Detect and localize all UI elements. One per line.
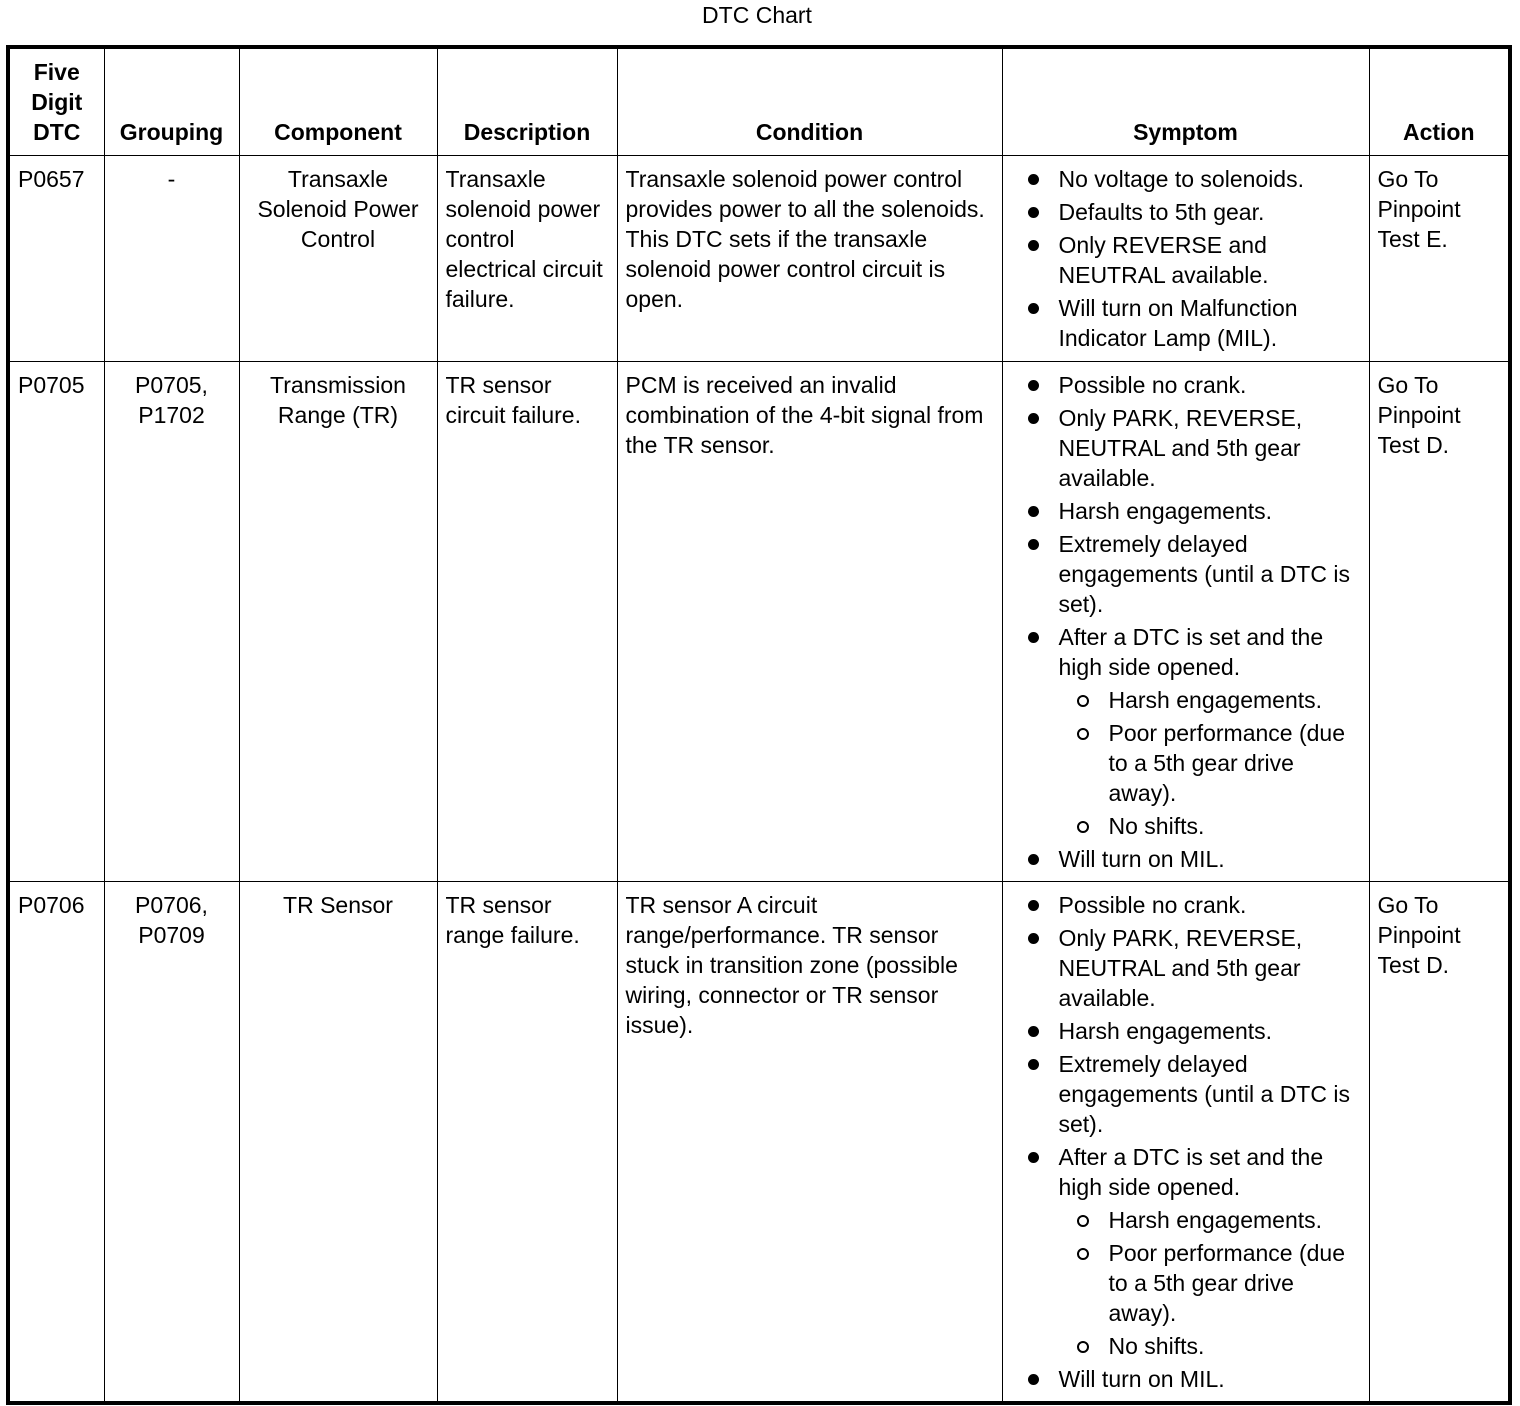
header-description: Description [437,47,617,156]
bullet-icon [1028,933,1039,944]
cell-symptom [1002,156,1369,362]
symptom-text: Possible no crank. [1058,892,1247,918]
table-row [8,156,1510,362]
symptom-subitem [1059,1238,1361,1328]
symptom-item [1009,403,1361,493]
symptom-list [1009,890,1361,1394]
symptom-text: After a DTC is set and the high side opened. [1058,624,1324,680]
symptom-subtext: Poor performance (due to a 5th gear drive away). [1108,1240,1346,1326]
symptom-subitem [1059,718,1361,808]
symptom-text: No voltage to solenoids. [1058,166,1304,192]
symptom-subitem [1059,685,1361,715]
bullet-icon [1028,1026,1039,1037]
cell-action: Go To Pinpoint Test D. [1369,882,1510,1404]
cell-condition: TR sensor A circuit range/performance. TR sensor stuck in transition zone (possible wiring, connector or TR sensor issue). [617,882,1002,1404]
bullet-icon [1028,413,1039,424]
bullet-icon [1028,174,1039,185]
symptom-item [1009,1364,1361,1394]
bullet-icon [1028,539,1039,550]
symptom-subitem [1059,1205,1361,1235]
symptom-text: After a DTC is set and the high side opened. [1058,1144,1324,1200]
bullet-icon [1028,240,1039,251]
symptom-text: Will turn on MIL. [1058,1366,1225,1392]
symptom-subitem [1059,1331,1361,1361]
hollow-bullet-icon [1077,728,1089,740]
cell-grouping: - [104,156,239,362]
header-row [8,47,1510,156]
bullet-icon [1028,632,1039,643]
symptom-list [1009,164,1361,353]
cell-dtc: P0706 [8,882,104,1404]
bullet-icon [1028,1152,1039,1163]
symptom-subtext: Harsh engagements. [1108,687,1323,713]
dtc-table [6,45,1512,1405]
hollow-bullet-icon [1077,1341,1089,1353]
bullet-icon [1028,303,1039,314]
symptom-sublist [1059,685,1361,841]
symptom-text: Extremely delayed engagements (until a DTC is set). [1058,1051,1350,1137]
cell-dtc: P0705 [8,362,104,882]
cell-description: TR sensor circuit failure. [437,362,617,882]
symptom-item [1009,1049,1361,1139]
symptom-item [1009,622,1361,841]
symptom-item [1009,293,1361,353]
symptom-text: Harsh engagements. [1058,1018,1273,1044]
symptom-text: Only PARK, REVERSE, NEUTRAL and 5th gear available. [1058,925,1303,1011]
symptom-subtext: No shifts. [1108,813,1205,839]
cell-symptom [1002,882,1369,1404]
symptom-text: Harsh engagements. [1058,498,1273,524]
symptom-item [1009,923,1361,1013]
symptom-item [1009,529,1361,619]
symptom-item [1009,496,1361,526]
bullet-icon [1028,380,1039,391]
header-condition: Condition [617,47,1002,156]
symptom-subtext: Harsh engagements. [1108,1207,1323,1233]
symptom-text: Will turn on Malfunction Indicator Lamp (MIL). [1058,295,1298,351]
cell-component: Transaxle Solenoid Power Control [239,156,437,362]
symptom-text: Defaults to 5th gear. [1058,199,1265,225]
header-action: Action [1369,47,1510,156]
symptom-item [1009,370,1361,400]
symptom-subtext: No shifts. [1108,1333,1205,1359]
hollow-bullet-icon [1077,1215,1089,1227]
cell-grouping: P0706, P0709 [104,882,239,1404]
table-row [8,882,1510,1404]
cell-description: TR sensor range failure. [437,882,617,1404]
cell-symptom [1002,362,1369,882]
cell-description: Transaxle solenoid power control electrical circuit failure. [437,156,617,362]
symptom-text: Only REVERSE and NEUTRAL available. [1058,232,1269,288]
symptom-subitem [1059,811,1361,841]
symptom-item [1009,197,1361,227]
hollow-bullet-icon [1077,821,1089,833]
header-component: Component [239,47,437,156]
bullet-icon [1028,1059,1039,1070]
bullet-icon [1028,506,1039,517]
symptom-sublist [1059,1205,1361,1361]
header-grouping: Grouping [104,47,239,156]
hollow-bullet-icon [1077,695,1089,707]
symptom-item [1009,890,1361,920]
symptom-item [1009,1142,1361,1361]
bullet-icon [1028,207,1039,218]
cell-action: Go To Pinpoint Test D. [1369,362,1510,882]
cell-component: TR Sensor [239,882,437,1404]
bullet-icon [1028,854,1039,865]
symptom-item [1009,1016,1361,1046]
symptom-item [1009,230,1361,290]
cell-component: Transmission Range (TR) [239,362,437,882]
cell-dtc: P0657 [8,156,104,362]
hollow-bullet-icon [1077,1248,1089,1260]
symptom-text: Only PARK, REVERSE, NEUTRAL and 5th gear available. [1058,405,1303,491]
header-dtc: Five Digit DTC [8,47,104,156]
bullet-icon [1028,900,1039,911]
symptom-list [1009,370,1361,874]
symptom-item [1009,844,1361,874]
header-symptom: Symptom [1002,47,1369,156]
cell-grouping: P0705, P1702 [104,362,239,882]
symptom-text: Extremely delayed engagements (until a DTC is set). [1058,531,1350,617]
symptom-text: Will turn on MIL. [1058,846,1225,872]
symptom-subtext: Poor performance (due to a 5th gear drive away). [1108,720,1346,806]
bullet-icon [1028,1374,1039,1385]
symptom-item [1009,164,1361,194]
cell-condition: PCM is received an invalid combination of the 4-bit signal from the TR sensor. [617,362,1002,882]
page-title: DTC Chart [702,2,812,28]
cell-condition: Transaxle solenoid power control provides power to all the solenoids. This DTC sets if the transaxle solenoid power control circuit is open. [617,156,1002,362]
symptom-text: Possible no crank. [1058,372,1247,398]
cell-action: Go To Pinpoint Test E. [1369,156,1510,362]
table-row [8,362,1510,882]
